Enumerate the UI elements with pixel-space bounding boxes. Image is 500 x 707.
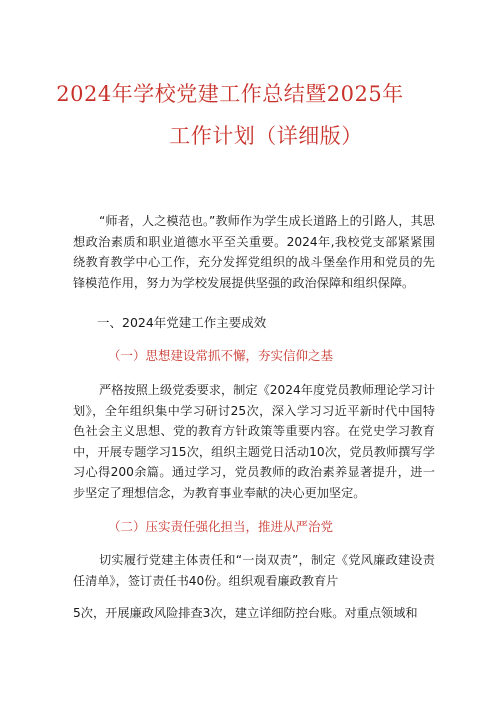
document-title-line2: 工作计划（详细版） [169,124,363,148]
subsection-1-body: 严格按照上级党委要求，制定《2024年度党员教师理论学习计划》，全年组织集中学习研讨25次，深入学习习近平新时代中国特色社会主义思想、党的教育方针政策等重要内容。在党史学习教育中，开展专题学习15次，组织主题党日活动10次，党员教师撰写学习心得200余篇。通过学习，党员教师的政治素养显著提升，进一步坚定了理想信念，为教育事业奉献的决心更加坚定。 [73,383,435,500]
section-heading: 一、2024年党建工作主要成效 [97,315,267,330]
subsection-heading-1: （一）思想建设常抓不懈，夯实信仰之基 [108,348,334,363]
document-title-line1: 2024年学校党建工作总结暨2025年 [56,82,404,106]
subsection-2-body-continued: 5次，开展廉政风险排查3次，建立详细防控台账。对重点领域和 [73,606,418,620]
subsection-heading-2: （二）压实责任强化担当，推进从严治党 [108,519,334,534]
intro-paragraph: “师者，人之模范也。”教师作为学生成长道路上的引路人，其思想政治素质和职业道德水平至关重要。2024年,我校党支部紧紧围绕教育教学中心工作，充分发挥党组织的战斗堡垒作用和党员的先锋模范作用，努力为学校发展提供坚强的政治保障和组织保障。 [73,214,435,290]
subsection-2-body: 切实履行党建主体责任和“一岗双责”，制定《党风廉政建设责任清单》，签订责任书40份。组织观看廉政教育片 [73,553,435,588]
